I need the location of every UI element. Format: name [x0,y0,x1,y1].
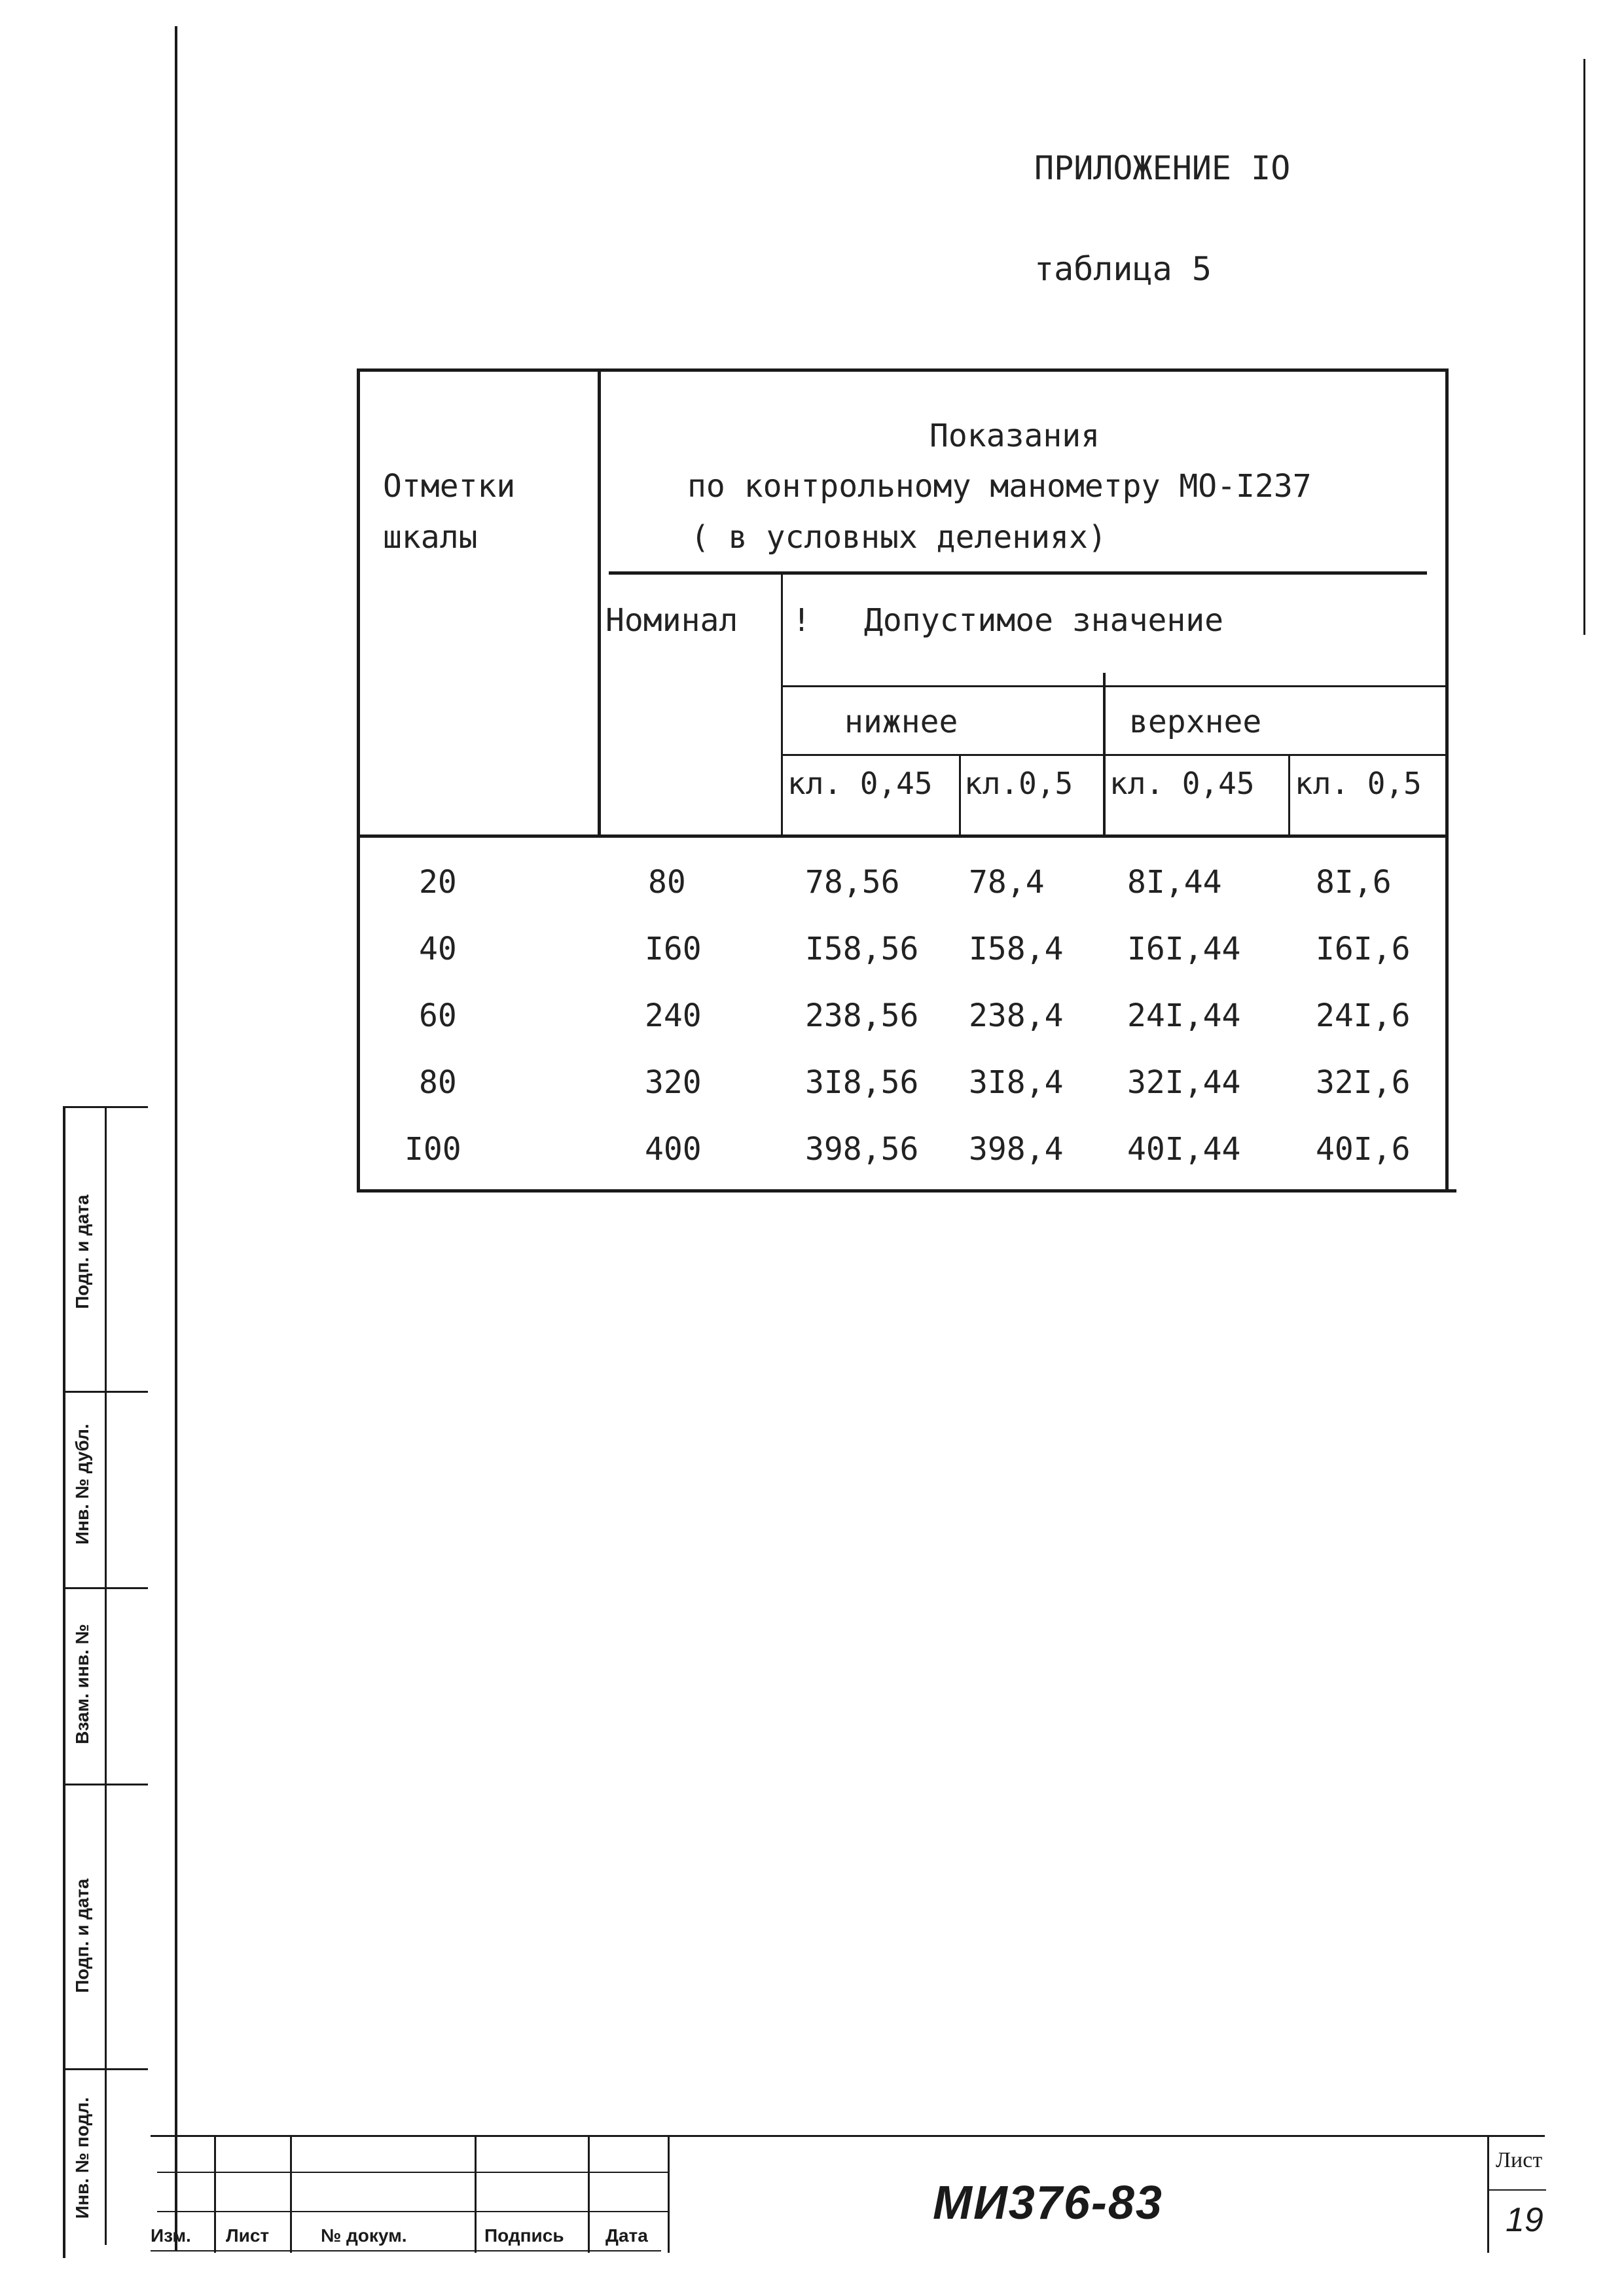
cell-lower-05: 3I8,4 [969,1064,1064,1101]
cell-nominal: I60 [645,931,702,967]
class-header-upper-045: кл. 0,45 [1110,766,1255,801]
title-label-change: Изм. [151,2225,191,2246]
class-divider-1 [959,756,961,836]
title-label-signature: Подпись [484,2225,564,2246]
title-block-row-line-2 [157,2211,668,2212]
upper-header: верхнее [1129,704,1262,740]
title-block-top-line [151,2135,1545,2137]
sheet-box-left [1487,2135,1489,2253]
side-stamp-outer-line [63,1106,65,2258]
class-header-lower-05: кл.0,5 [964,766,1074,801]
cell-upper-05: 40I,6 [1316,1131,1411,1168]
class-header-lower-045: кл. 0,45 [787,766,933,801]
appendix-title: ПРИЛОЖЕНИЕ IO [1034,149,1291,187]
cell-lower-045: 398,56 [805,1131,919,1168]
cell-lower-045: 3I8,56 [805,1064,919,1101]
cell-nominal: 240 [645,997,702,1034]
sheet-box-divider [1487,2189,1546,2191]
cell-upper-05: 32I,6 [1316,1064,1411,1101]
cell-upper-045: 32I,44 [1127,1064,1241,1101]
cell-upper-05: 24I,6 [1316,997,1411,1034]
side-stamp-sign-date-top: Подп. и дата [72,1194,92,1309]
cell-mark: 40 [419,931,457,967]
cell-nominal: 320 [645,1064,702,1101]
sheet-label: Лист [1496,2148,1543,2172]
cell-lower-05: 398,4 [969,1131,1064,1168]
side-stamp-replace-inv: Взам. инв. № [72,1624,92,1744]
title-label-date: Дата [605,2225,648,2246]
title-block-row-line-1 [157,2172,668,2173]
right-edge-line [1583,59,1585,635]
side-stamp-divider-2 [63,1587,148,1589]
class-divider-2 [1288,756,1290,836]
cell-mark: I00 [405,1131,461,1168]
cell-nominal: 400 [645,1131,702,1168]
cell-nominal: 80 [648,864,686,901]
cell-mark: 80 [419,1064,457,1101]
cell-upper-045: 40I,44 [1127,1131,1241,1168]
side-stamp-orig-inv: Инв. № подл. [72,2097,92,2219]
header-separator [358,834,1448,838]
side-stamp-inner-line [105,1106,107,2245]
cell-lower-05: I58,4 [969,931,1064,967]
side-stamp-dup-inv: Инв. № дубл. [72,1424,92,1545]
cell-lower-045: 78,56 [805,864,900,901]
nominal-divider [781,573,783,836]
title-block-bottom-line [151,2250,661,2251]
cell-mark: 20 [419,864,457,901]
allowed-underline [781,685,1447,687]
table-right-border [1445,368,1449,1191]
table-bottom-border [357,1189,1456,1193]
title-block-col-5 [668,2135,670,2253]
marks-header-line1: Отметки [383,468,516,505]
class-header-upper-05: кл. 0,5 [1295,766,1422,801]
side-stamp-divider-3 [63,1784,148,1785]
cell-upper-045: 8I,44 [1127,864,1222,901]
nominal-header: Номинал [605,602,738,639]
title-block-col-1 [214,2135,216,2253]
cell-upper-045: I6I,44 [1127,931,1241,967]
sheet-number: 19 [1506,2201,1543,2239]
cell-lower-05: 238,4 [969,997,1064,1034]
lowerupper-underline [781,754,1447,756]
cell-upper-045: 24I,44 [1127,997,1241,1034]
left-margin-line [175,26,177,2251]
exclam-mark: ! [792,602,811,639]
marks-header-line2: шкалы [383,519,478,556]
title-block-col-2 [290,2135,292,2253]
cell-lower-045: I58,56 [805,931,919,967]
title-block-col-3 [475,2135,477,2253]
allowed-header: Допустимое значение [864,602,1224,639]
table-left-border [357,368,360,1191]
lower-header: нижнее [844,704,958,740]
readings-header-line3: ( в условных делениях) [691,519,1107,556]
title-label-docnum: № докум. [321,2225,407,2246]
marks-column-divider [598,368,601,836]
cell-lower-045: 238,56 [805,997,919,1034]
side-stamp-top [63,1106,148,1108]
cell-lower-05: 78,4 [969,864,1045,901]
readings-header-line1: Показания [929,418,1100,454]
cell-mark: 60 [419,997,457,1034]
document-code: МИ376-83 [933,2177,1163,2229]
title-label-sheet: Лист [226,2225,270,2246]
readings-header-line2: по контрольному манометру МО-I237 [687,468,1312,505]
title-block-col-4 [588,2135,590,2253]
side-stamp-sign-date-bottom: Подп. и дата [72,1878,92,1993]
side-stamp-divider-1 [63,1391,148,1393]
cell-upper-05: 8I,6 [1316,864,1392,901]
side-stamp-divider-4 [63,2068,148,2070]
table-caption: таблица 5 [1034,250,1212,288]
cell-upper-05: I6I,6 [1316,931,1411,967]
table-top-border [358,368,1448,372]
readings-underline [609,571,1427,575]
